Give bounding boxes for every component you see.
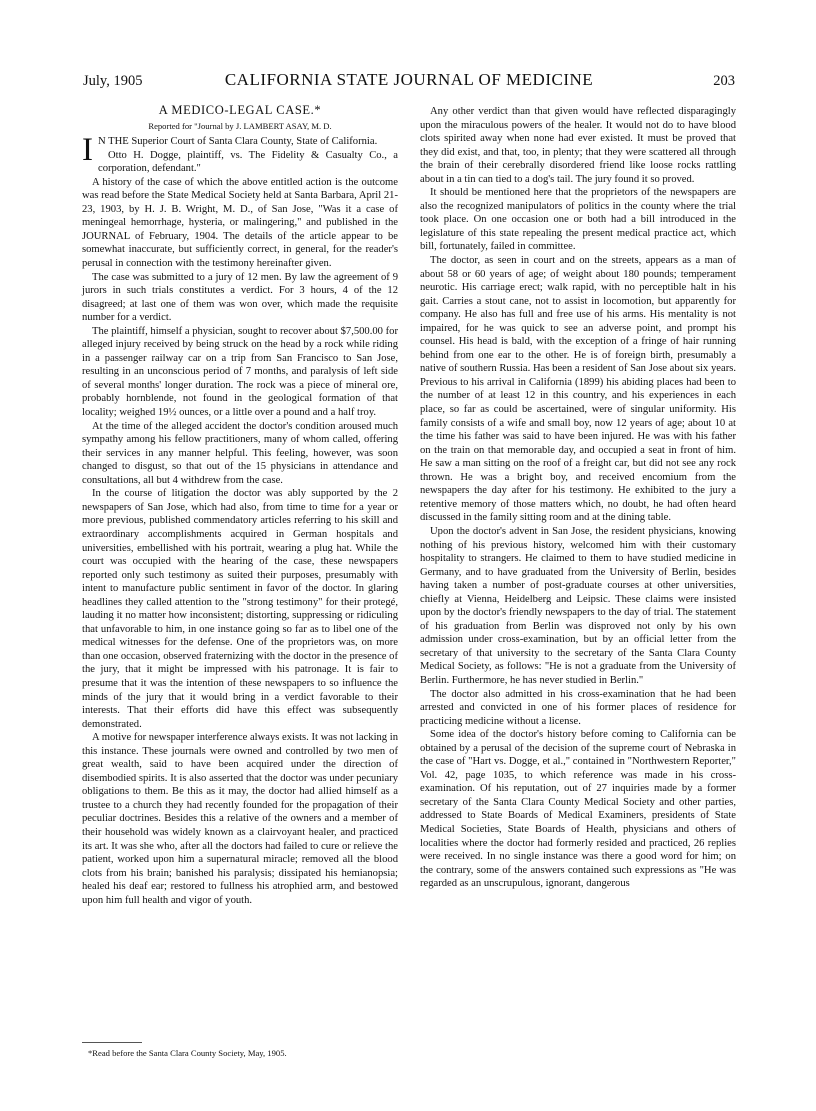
case-parties: Otto H. Dogge, plaintiff, vs. The Fidelity & Casualty Co., a corporation, defendant.": [98, 149, 398, 175]
paragraph: The case was submitted to a jury of 12 men. By law the agreement of 9 jurors in such trials constitutes a verdict. For 3 hours, 4 of the 12 disagreed; at last one of them was won over, which made the requisite number for a verdict.: [82, 271, 398, 324]
page-number: 203: [713, 73, 735, 89]
paragraph: A motive for newspaper interference always exists. It was not lacking in this instance. These journals were owned and controlled by two men of great wealth, said to have been acquired under the direction of disembodied spirits. It is also asserted that the doctor was under pecuniary obligations to them. Be this as it may, the doctor had allied himself as a trustee to a church they had recently founded for the propagation of their peculiar doctrines. Besides this a relative of the owners and a member of their household was widely known as a clairvoyant healer, and practiced its art. It was she who, after all the doctors had failed to cure or relieve the patient, worked upon him a supernatural miracle; removed all the blood clots from his brain; banished his paralysis; dissipated his hemianopsia; healed his deaf ear; restored to fullness his atrophied arm, and bestowed upon him full health and vigor of youth.: [82, 732, 398, 906]
paragraph: A history of the case of which the above entitled action is the outcome was read before the State Medical Society held at Santa Barbara, April 21-23, 1903, by H. J. B. Wright, M. D., of San Jose, "Was it a case of meningeal hemorrhage, hysteria, or malingering," and published in the JOURNAL of February, 1904. The details of the article appear to be somewhat inaccurate, but sufficiently correct, in general, for the reader's perusal in connection with the testimony hereinafter given.: [82, 176, 398, 270]
article-byline: Reported for "Journal by J. LAMBERT ASAY, M. D.: [148, 120, 332, 131]
paragraph: In the course of litigation the doctor was ably supported by the 2 newspapers of San Jose, which had also, from time to time for a year or more previous, published commendatory articles referring to his skill and extraordinary accomplishments acquired in German hospitals and universities, embellished with his portrait, wearing a plug hat. While the court was occupied with the hearing of the case, these newspapers reported only such testimony as suited their purposes, presumably with intent to manufacture public sentiment in favor of the doctor. In glaring headlines they called attention to the "strong testimony" for their protegé, lauding it no matter how inconsistent; distorting, suppressing or ridiculing that unfavorable to him, in one instance going so far as to libel one of the medical witnesses for the defense. One of the proprietors was, on more than one occasion, observed fraternizing with the doctor in the presence of the jury, that it might be impressed with his patronage. It is fair to presume that it was the intention of these newspapers to so influence the minds of the jury that it would bring in a verdict favorable to their interests. That their efforts did have this effect was subsequently demonstrated.: [82, 488, 398, 730]
paragraph: The plaintiff, himself a physician, sought to recover about $7,500.00 for alleged injury received by being struck on the head by a rock while riding in a passenger railway car on a trip from San Francisco to San Jose, resulting in an unconscious period of 7 months, and paralysis of left side of several months' longer duration. The rock was a piece of mineral ore, probably hornblende, not found in the geological formation of that locality; weighed 19½ ounces, or a little over a pound and a half troy.: [82, 325, 398, 419]
paragraph: The doctor, as seen in court and on the streets, appears as a man of about 58 or 60 years of age; of weight about 180 pounds; temperament neurotic. His carriage erect; walk rapid, with no perceptible halt in his gait. Carries a stout cane, not to assist in locomotion, but apparently for company. He also has full and free use of his arms. His mentality is not impaired, for he was quick to see an adverse point, and prompt his counsel. His head is bald, with the exception of a fringe of hair running behind from one ear to the other. He is of foreign birth, presumably a native of southern Russia. Has been a resident of San Jose about six years. Previous to his arrival in California (1899) his abiding places had been to the number of at least 12 in this country, and his experiences in each place, so far as could be ascertained, were of singular uniformity. His family consists of a wife and small boy, now 12 years of age; about 10 at the time his father was said to have been injured. He was with his father on the train on that memorable day, and occupied a seat in front of him. He saw a man sitting on the roof of a freight car, but did not see any rock thrown. He was a bright boy, and received encomium from the newspapers the day after for his testimony. He exhibited to the jury a retentive memory of those matters which, no doubt, he had often heard discussed in the family sitting room and at the dining table.: [420, 255, 736, 524]
footnote: *Read before the Santa Clara County Society, May, 1905.: [88, 1048, 287, 1058]
journal-title: CALIFORNIA STATE JOURNAL OF MEDICINE: [224, 70, 594, 89]
case-caption: [82, 132, 398, 176]
paragraph: At the time of the alleged accident the doctor's condition aroused much sympathy among his fellow practitioners, many of whom called, offering their services in any manner helpful. This feeling, however, was soon changed to disgust, so that out of the 15 physicians in attendance and consultations, all but 4 withdrew from the case.: [82, 420, 398, 486]
right-column: [420, 105, 736, 891]
footnote-rule: [82, 1042, 142, 1043]
left-column: [82, 100, 398, 907]
court-line: N THE Superior Court of Santa Clara County, State of California.: [98, 136, 378, 148]
paragraph: The doctor also admitted in his cross-examination that he had been arrested and convicted in one of his former places of residence for practicing medicine without a license.: [420, 688, 736, 727]
paragraph: It should be mentioned here that the proprietors of the newspapers are also the recognized manipulators of politics in the county where the trial took place. On one occasion one or both had a bill introduced in the legislature of this state repealing the present medical practice act, which bill, fortunately, failed in committee.: [420, 187, 736, 253]
paragraph: Upon the doctor's advent in San Jose, the resident physicians, knowing nothing of his previous history, welcomed him with their customary hospitality to strangers. He claimed to them to have studied medicine in Germany, and to have graduated from the University of Berlin, besides having taken a number of post-graduate courses at other universities, chiefly at Vienna, Heidelberg and Leipsic. These claims were insisted upon by the doctor's friendly newspapers to the day of trial. The statement of his graduation from Berlin was disproved not only by his own admission under cross-examination, but by an official letter from the secretary of that university to the secretary of the Santa Clara County Medical Society, as follows: "He is not a graduate from the University of Berlin. Furthermore, he has never studied in Berlin.": [420, 525, 736, 686]
paragraph: Some idea of the doctor's history before coming to California can be obtained by a perusal of the decision of the supreme court of Nebraska in the case of "Hart vs. Dogge, et al.," contained in "Northwestern Reporter," Vol. 42, page 1035, to which reference was made in his cross-examination. Of his reputation, out of 27 inquiries made by a former secretary of the Santa Clara County Medical Society and other parties, addressed to State Boards of Medical Examiners, presidents of State Medical Societies, State Boards of Health, physicians and others of localities where the doctor had formerly resided and practiced, 26 replies were received. In no single instance was there a good word for him; on the contrary, some of the answers contained such expressions as "He was regarded as an unscrupulous, ignorant, dangerous: [420, 729, 736, 890]
article-title: A MEDICO-LEGAL CASE.*: [158, 103, 322, 117]
drop-cap: I: [82, 132, 93, 169]
page-header: [83, 70, 735, 92]
paragraph: Any other verdict than that given would have reflected disparagingly upon the miraculous powers of the healer. It would not do to have blood clots spirited away when none had ever existed. It must be proved that they did exist, and that, too, in plenty; that they were scattered all through the brain of their cerebrally disordered friend like loose rocks rattling about in a tin can tied to a dog's tail. The jury found it so proved.: [420, 106, 736, 185]
issue-date: July, 1905: [83, 73, 143, 89]
